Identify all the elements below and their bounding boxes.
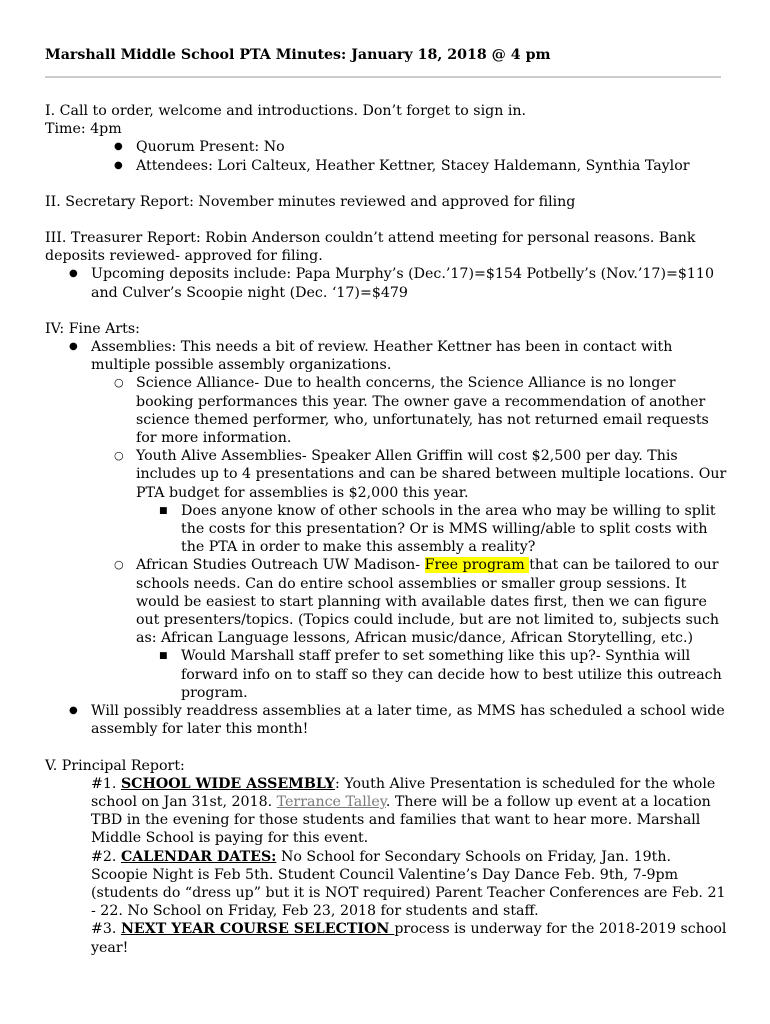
principal-item-2: #2. CALENDAR DATES: No School for Secondary Schools on Friday, Jan. 19th. Scoopie Night is Feb 5th. Student Council Valentine’s Day Dance Feb. 9th, 7-9pm (students do “dress up” but it is NOT required) Parent Teacher Conferences are Feb. 21 - 22. No School on Friday, Feb 23, 2018 for students and staff.	[91, 848, 726, 920]
african-studies-lead: African Studies Outreach UW Madison-	[136, 557, 425, 574]
meeting-time: Time: 4pm	[45, 121, 122, 138]
call-to-order-heading: I. Call to order, welcome and introductions. Don’t forget to sign in.	[45, 103, 527, 119]
terrance-talley-link[interactable]: Terrance Talley	[276, 793, 386, 810]
african-studies-list	[45, 556, 730, 647]
document-title: Marshall Middle School PTA Minutes: January 18, 2018 @ 4 pm	[45, 47, 551, 63]
list-item: ■ Would Marshall staff prefer to set something like this up?- Synthia will forward info on to staff so they can decide how to best utilize this outreach program.	[181, 647, 730, 702]
list-item: ● Will possibly readdress assemblies at a later time, as MMS has scheduled a school wide assembly for later this month!	[91, 702, 730, 738]
list-item: ○ Youth Alive Assemblies- Speaker Allen Griffin will cost $2,500 per day. This includes up to 4 presentations and can be shared between multiple locations. Our PTA budget for assemblies is $2,000 this year.	[136, 447, 730, 502]
assembly-options-list	[45, 374, 730, 501]
list-item: ● Assemblies: This needs a bit of review. Heather Kettner has been in contact with multiple possible assembly organizations.	[91, 338, 730, 374]
list-item: ● Upcoming deposits include: Papa Murphy’s (Dec.’17)=$154 Potbelly’s (Nov.’17)=$110 and Culver’s Scoopie night (Dec. ‘17)=$479	[91, 265, 730, 301]
highlighted-text: Free program	[424, 557, 530, 574]
principal-item-1: #1. SCHOOL WIDE ASSEMBLY: Youth Alive Presentation is scheduled for the whole school on Jan 31st, 2018. Terrance Talley. There will be a follow up event at a location TBD in the evening for those students and families that want to hear more. Marshall Middle School is paying for this event.	[91, 775, 716, 847]
list-item: ■ Does anyone know of other schools in the area who may be willing to split the costs for this presentation? Or is MMS willing/able to split costs with the PTA in order to make this assembly a reality?	[181, 502, 730, 557]
school-wide-assembly-label: SCHOOL WIDE ASSEMBLY	[120, 775, 336, 792]
list-item: ● Attendees: Lori Calteux, Heather Kettner, Stacey Haldemann, Synthia Taylor	[136, 157, 730, 175]
african-studies-rest: that can be tailored to our schools needs. Can do entire school assemblies or smaller group sessions. It would be easiest to start planning with available dates first, then we can figure out presenters/topics. (Topics could include, but are not limited to, subjects such as: African Language lessons, African music/dance, African Storytelling, etc.)	[136, 557, 720, 647]
treasurer-list	[45, 265, 730, 301]
fine-arts-heading: IV: Fine Arts:	[45, 320, 140, 337]
course-selection-label: NEXT YEAR COURSE SELECTION	[120, 921, 395, 938]
call-to-order-list	[45, 138, 730, 174]
calendar-dates-label: CALENDAR DATES:	[120, 848, 277, 865]
african-studies-sublist	[45, 647, 730, 702]
list-item	[136, 556, 730, 647]
treasurer-report: III. Treasurer Report: Robin Anderson couldn’t attend meeting for personal reasons. Bank deposits reviewed- approved for filing.	[45, 230, 696, 265]
principal-item-3: #3. NEXT YEAR COURSE SELECTION process is underway for the 2018-2019 school year!	[91, 921, 727, 956]
readdress-list	[45, 702, 730, 738]
list-item: ● Quorum Present: No	[136, 138, 730, 156]
secretary-report: II. Secretary Report: November minutes reviewed and approved for filing	[45, 193, 576, 210]
list-item: ○ Science Alliance- Due to health concerns, the Science Alliance is no longer booking performances this year. The owner gave a recommendation of another science themed performer, who, unfortunately, has not returned email requests for more information.	[136, 374, 730, 447]
youth-alive-sublist	[45, 502, 730, 557]
minutes-body	[45, 102, 730, 957]
principal-report-heading: V. Principal Report:	[45, 757, 185, 774]
title-divider	[45, 76, 721, 78]
fine-arts-list	[45, 338, 730, 374]
